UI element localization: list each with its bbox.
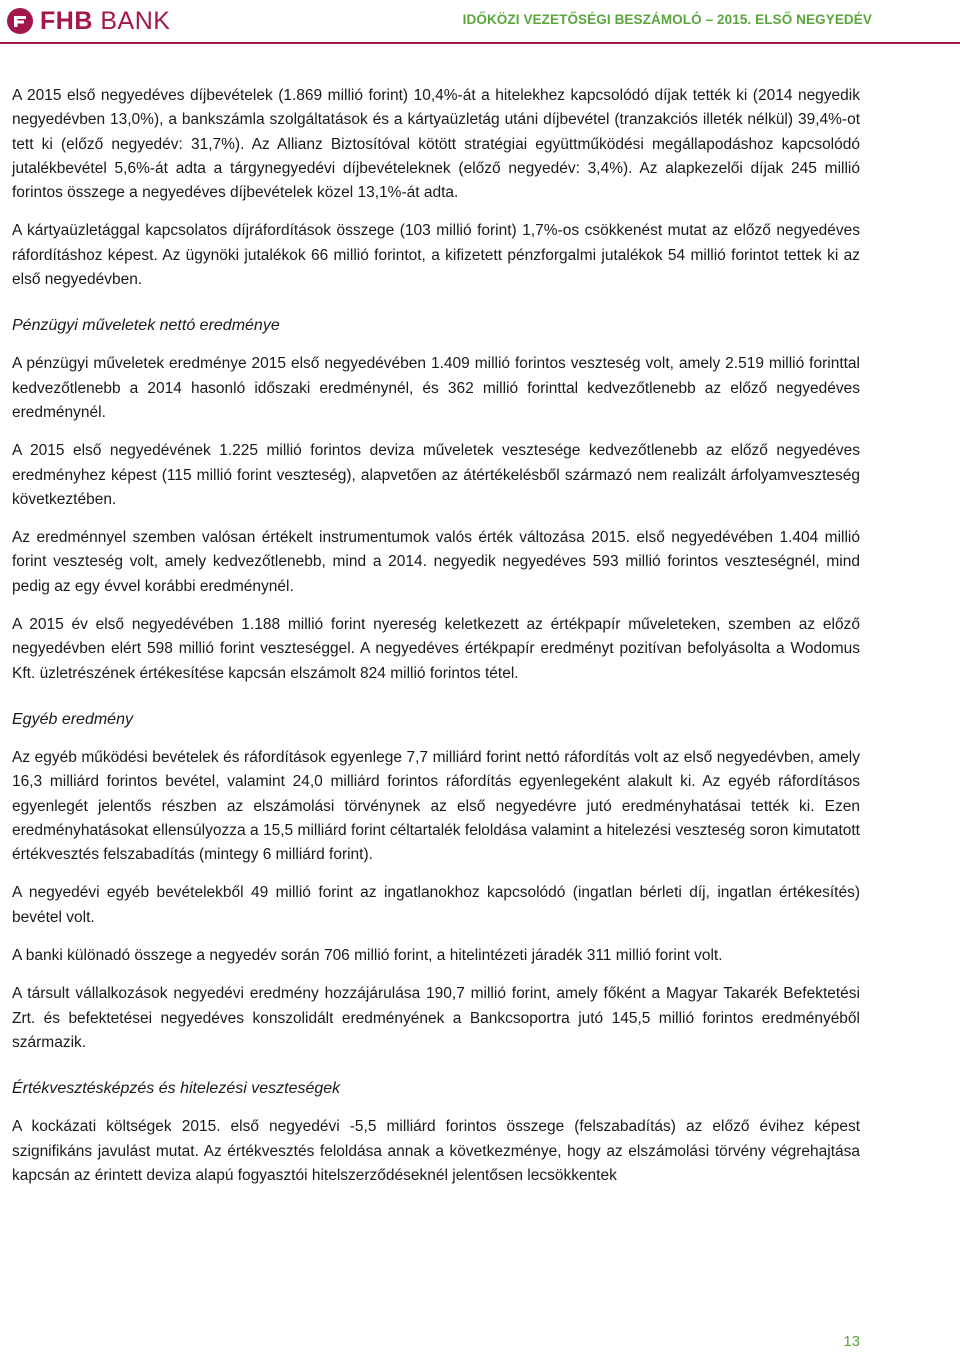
paragraph-fair-value: Az eredménnyel szemben valósan értékelt instrumentumok valós érték változása 2015. első negyedévében 1.404 millió forint veszteség volt, amely kedvezőtlenebb, mind a 2014. negyedik negyedéves 593 millió forintos veszteségnél, mind pedig az egy évvel korábbi eredménynél.	[12, 529, 860, 595]
paragraph-bank-tax: A banki különadó összege a negyedév során 706 millió forint, a hitelintézeti járadék 311 millió forint volt.	[12, 947, 723, 965]
paragraph-other-operating: Az egyéb működési bevételek és ráfordítások egyenlege 7,7 milliárd forint nettó ráfordítás volt az első negyedévben, amely 16,3 milliárd forintos bevétel, valamint 24,0 milliárd forintos ráfordítás egyenlegeként alakult ki. Az egyéb ráfordításos egyenlegét jelentős részben az elszámolási törvénynek az első negyedévre jutó eredményhatásai tették ki. Ezen eredményhatásokat ellensúlyozza a 15,5 milliárd forint céltartalék feloldása valamint a hitelezési veszteség soron kimutatott értékvesztés felszabadítás (mintegy 6 milliárd forint).	[12, 748, 860, 864]
paragraph-risk-costs: A kockázati költségek 2015. első negyedévi -5,5 milliárd forintos összege (felszabadítás) az előző évihez képest szignifikáns javulást mutat. Az értékvesztés feloldása annak a következménye, hogy az elszámolási törvény végrehajtása kapcsán az érintett deviza alapú fogyasztói hitelszerződéseknél jelentősen lecsökkentek	[12, 1118, 860, 1184]
document-body	[12, 84, 860, 1202]
logo-thin-text: BANK	[100, 7, 171, 35]
page-number: 13	[843, 1333, 860, 1350]
bank-logo	[6, 6, 170, 36]
section-heading-other-result: Egyéb eredmény	[12, 710, 133, 728]
paragraph-financial-result: A pénzügyi műveletek eredménye 2015 első negyedévében 1.409 millió forintos veszteség volt, amely 2.519 millió forinttal kedvezőtlenebb a 2014 hasonló időszaki eredménynél, és 362 millió forinttal kedvezőtlenebb az előző negyedéves eredménynél.	[12, 355, 860, 421]
section-heading-impairment: Értékvesztésképzés és hitelezési veszteségek	[12, 1080, 341, 1098]
paragraph-associates: A társult vállalkozások negyedévi eredmény hozzájárulása 190,7 millió forint, amely főként a Magyar Takarék Befektetési Zrt. és befektetései negyedéves konszolidált eredményének a Bankcsoportra jutó 145,5 millió forintos eredményéből származik.	[12, 985, 860, 1051]
paragraph-fx-loss: A 2015 első negyedévének 1.225 millió forintos deviza műveletek vesztesége kedvezőtlenebb az előző negyedéves eredményhez képest (115 millió forint veszteség), alapvetően az átértékelésből származó nem realizált árfolyamveszteség következtében.	[12, 442, 860, 508]
page-header	[0, 0, 960, 44]
report-title: IDŐKÖZI VEZETŐSÉGI BESZÁMOLÓ – 2015. ELSŐ NEGYEDÉV	[462, 12, 872, 27]
paragraph-fee-expenses: A kártyaüzletággal kapcsolatos díjráfordítások összege (103 millió forint) 1,7%-os csökkenést mutat az előző negyedéves ráfordításhoz képest. Az ügynöki jutalékok 66 millió forintot, a kifizetett pénzforgalmi jutalékok 54 millió forintot tettek ki az első negyedévben.	[12, 222, 860, 289]
fhb-logo-icon	[6, 7, 34, 35]
logo-bold-text: FHB	[40, 7, 93, 35]
logo-wordmark	[40, 7, 170, 35]
header-divider	[0, 42, 960, 44]
section-heading-financial-operations: Pénzügyi műveletek nettó eredménye	[12, 317, 280, 335]
paragraph-real-estate: A negyedévi egyéb bevételekből 49 millió forint az ingatlanokhoz kapcsolódó (ingatlan bérleti díj, ingatlan értékesítés) bevétel volt.	[12, 884, 860, 926]
paragraph-fee-income: A 2015 első negyedéves díjbevételek (1.869 millió forint) 10,4%-át a hitelekhez kapcsolódó díjak tették ki (2014 negyedik negyedévben 13,0%), a bankszámla szolgáltatások és a kártyaüzletág utáni díjbevétel (tranzakciós illeték nélkül) 39,4%-ot tett ki (előző negyedév: 31,7%). Az Allianz Biztosítóval kötött stratégiai együttműködési megállapodáshoz kapcsolódó jutalékbevétel 5,6%-át adta a tárgynegyedévi díjbevételeknek (előző negyedév: 3,4%). Az alapkezelői díjak 245 millió forintos összege a negyedéves díjbevételek közel 13,1%-át adta.	[12, 87, 860, 202]
paragraph-securities: A 2015 év első negyedévében 1.188 millió forint nyereség keletkezett az értékpapír műveleteken, szemben az előző negyedévben elért 598 millió forint veszteséggel. A negyedéves értékpapír eredményt pozitívan befolyásolta a Wodomus Kft. üzletrészének értékesítése kapcsán elszámolt 824 millió forintos tétel.	[12, 616, 860, 682]
